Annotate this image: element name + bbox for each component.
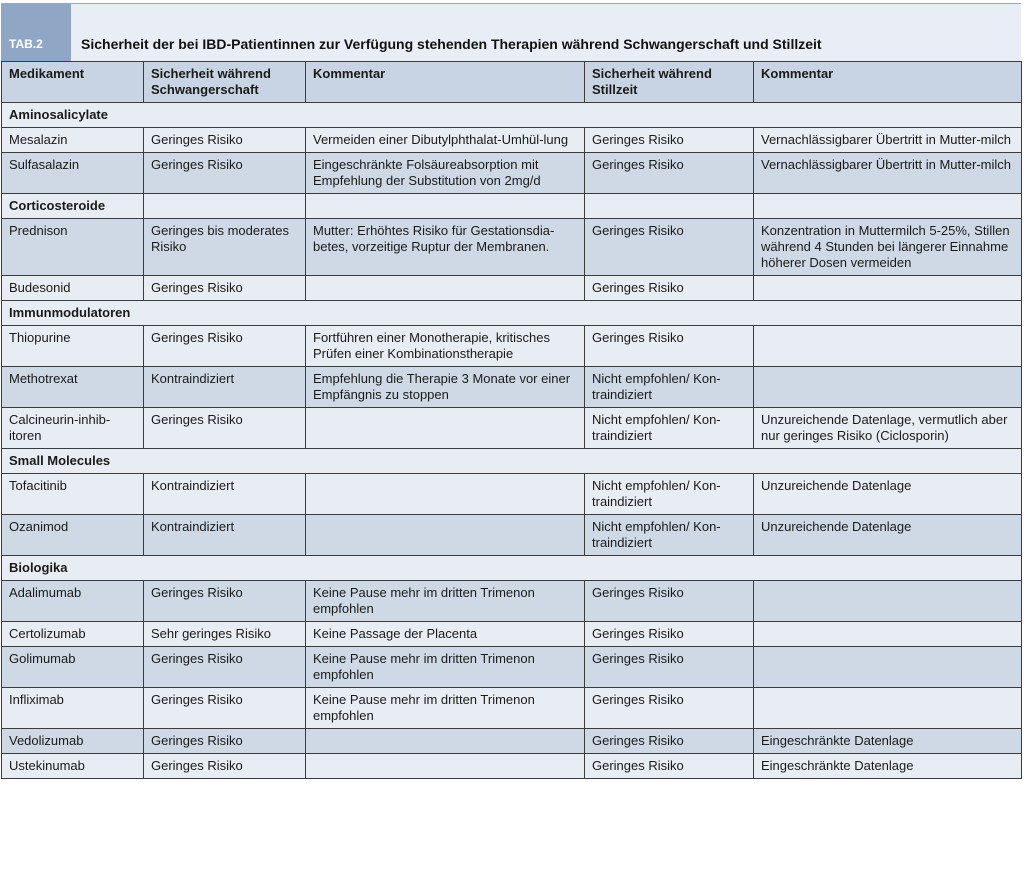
table-cell: Nicht empfohlen/ Kon-traindiziert (585, 474, 754, 515)
table-cell: Keine Pause mehr im dritten Trimenon empfohlen (306, 581, 585, 622)
table-title: Sicherheit der bei IBD-Patientinnen zur Verfügung stehenden Therapien während Schwangerschaft und Stillzeit (81, 36, 822, 52)
table-cell: Nicht empfohlen/ Kon-traindiziert (585, 515, 754, 556)
table-cell: Budesonid (2, 276, 144, 301)
table-cell: Tofacitinib (2, 474, 144, 515)
table-cell: Methotrexat (2, 367, 144, 408)
table-row (2, 153, 1022, 194)
table-cell: Vernachlässigbarer Übertritt in Mutter-milch (754, 128, 1022, 153)
group-row (2, 194, 1022, 219)
table-row (2, 367, 1022, 408)
table-cell (306, 515, 585, 556)
table-cell (306, 754, 585, 779)
table-cell: Geringes Risiko (585, 622, 754, 647)
table-cell: Mesalazin (2, 128, 144, 153)
table-cell: Kontraindiziert (144, 474, 306, 515)
table-cell: Thiopurine (2, 326, 144, 367)
group-label: Corticosteroide (2, 194, 144, 219)
table-cell: Geringes Risiko (144, 408, 306, 449)
column-header: Sicherheit während Schwangerschaft (144, 62, 306, 103)
table-cell: Keine Passage der Placenta (306, 622, 585, 647)
table-cell: Konzentration in Muttermilch 5-25%, Stillen während 4 Stunden bei längerer Einnahme höherer Dosen vermeiden (754, 219, 1022, 276)
table-row (2, 474, 1022, 515)
table-cell: Sulfasalazin (2, 153, 144, 194)
group-label: Small Molecules (2, 449, 1022, 474)
table-cell (754, 326, 1022, 367)
table-cell: Prednison (2, 219, 144, 276)
table-cell: Sehr geringes Risiko (144, 622, 306, 647)
column-header: Kommentar (754, 62, 1022, 103)
table-cell: Geringes Risiko (144, 647, 306, 688)
table-cell: Unzureichende Datenlage (754, 515, 1022, 556)
table-cell: Certolizumab (2, 622, 144, 647)
table-cell: Vermeiden einer Dibutylphthalat-Umhül-lung (306, 128, 585, 153)
table-cell: Geringes Risiko (585, 647, 754, 688)
table-cell: Mutter: Erhöhtes Risiko für Gestationsdia-betes, vorzeitige Ruptur der Membranen. (306, 219, 585, 276)
table-cell: Geringes Risiko (144, 326, 306, 367)
table-row (2, 647, 1022, 688)
table-cell (754, 367, 1022, 408)
table-cell: Geringes Risiko (144, 276, 306, 301)
table-cell: Geringes Risiko (585, 128, 754, 153)
table-cell: Fortführen einer Monotherapie, kritisches Prüfen einer Kombinationstherapie (306, 326, 585, 367)
group-row (2, 301, 1022, 326)
table-cell (754, 688, 1022, 729)
table-figure (1, 3, 1021, 779)
column-header: Sicherheit während Stillzeit (585, 62, 754, 103)
table-cell: Calcineurin-inhib-itoren (2, 408, 144, 449)
table-cell: Geringes Risiko (585, 754, 754, 779)
table-cell: Geringes Risiko (585, 219, 754, 276)
table-cell: Geringes Risiko (144, 153, 306, 194)
table-cell (754, 276, 1022, 301)
table-cell (306, 276, 585, 301)
table-cell (144, 194, 306, 219)
table-cell: Keine Pause mehr im dritten Trimenon empfohlen (306, 688, 585, 729)
table-cell: Eingeschränkte Folsäureabsorption mit Empfehlung der Substitution von 2mg/d (306, 153, 585, 194)
table-header-bar (1, 3, 1021, 61)
table-cell: Unzureichende Datenlage, vermutlich aber nur geringes Risiko (Ciclosporin) (754, 408, 1022, 449)
table-cell (754, 194, 1022, 219)
table-cell: Kontraindiziert (144, 367, 306, 408)
column-header: Medikament (2, 62, 144, 103)
table-cell: Geringes Risiko (585, 581, 754, 622)
table-row (2, 219, 1022, 276)
therapy-safety-table (1, 61, 1022, 779)
table-cell: Unzureichende Datenlage (754, 474, 1022, 515)
table-cell: Nicht empfohlen/ Kon-traindiziert (585, 367, 754, 408)
table-cell: Kontraindiziert (144, 515, 306, 556)
table-cell (754, 581, 1022, 622)
table-cell: Keine Pause mehr im dritten Trimenon empfohlen (306, 647, 585, 688)
table-cell: Geringes Risiko (585, 276, 754, 301)
group-row (2, 556, 1022, 581)
table-cell: Eingeschränkte Datenlage (754, 729, 1022, 754)
table-cell (306, 474, 585, 515)
table-row (2, 326, 1022, 367)
table-row (2, 754, 1022, 779)
table-cell: Geringes Risiko (144, 754, 306, 779)
table-cell (754, 647, 1022, 688)
table-cell: Vedolizumab (2, 729, 144, 754)
group-row (2, 103, 1022, 128)
group-label: Aminosalicylate (2, 103, 1022, 128)
table-cell: Geringes Risiko (144, 581, 306, 622)
table-cell: Eingeschränkte Datenlage (754, 754, 1022, 779)
table-cell (306, 729, 585, 754)
column-header-row (2, 62, 1022, 103)
table-cell: Geringes Risiko (144, 729, 306, 754)
table-row (2, 515, 1022, 556)
table-row (2, 581, 1022, 622)
table-row (2, 128, 1022, 153)
table-cell: Geringes Risiko (585, 153, 754, 194)
table-cell: Empfehlung die Therapie 3 Monate vor einer Empfängnis zu stoppen (306, 367, 585, 408)
table-cell (306, 408, 585, 449)
table-row (2, 622, 1022, 647)
table-cell: Geringes Risiko (144, 128, 306, 153)
table-cell: Nicht empfohlen/ Kon-traindiziert (585, 408, 754, 449)
table-cell: Geringes Risiko (585, 688, 754, 729)
table-cell (306, 194, 585, 219)
table-cell: Golimumab (2, 647, 144, 688)
column-header: Kommentar (306, 62, 585, 103)
table-cell: Adalimumab (2, 581, 144, 622)
table-cell: Ustekinumab (2, 754, 144, 779)
table-cell: Geringes bis moderates Risiko (144, 219, 306, 276)
table-row (2, 729, 1022, 754)
table-cell: Ozanimod (2, 515, 144, 556)
table-number-label: TAB.2 (1, 4, 71, 61)
table-row (2, 408, 1022, 449)
table-cell (754, 622, 1022, 647)
table-cell: Vernachlässigbarer Übertritt in Mutter-milch (754, 153, 1022, 194)
group-label: Biologika (2, 556, 1022, 581)
group-row (2, 449, 1022, 474)
table-cell: Geringes Risiko (585, 729, 754, 754)
table-cell: Geringes Risiko (585, 326, 754, 367)
group-label: Immunmodulatoren (2, 301, 1022, 326)
table-cell: Geringes Risiko (144, 688, 306, 729)
table-row (2, 276, 1022, 301)
table-cell: Infliximab (2, 688, 144, 729)
table-row (2, 688, 1022, 729)
table-cell (585, 194, 754, 219)
